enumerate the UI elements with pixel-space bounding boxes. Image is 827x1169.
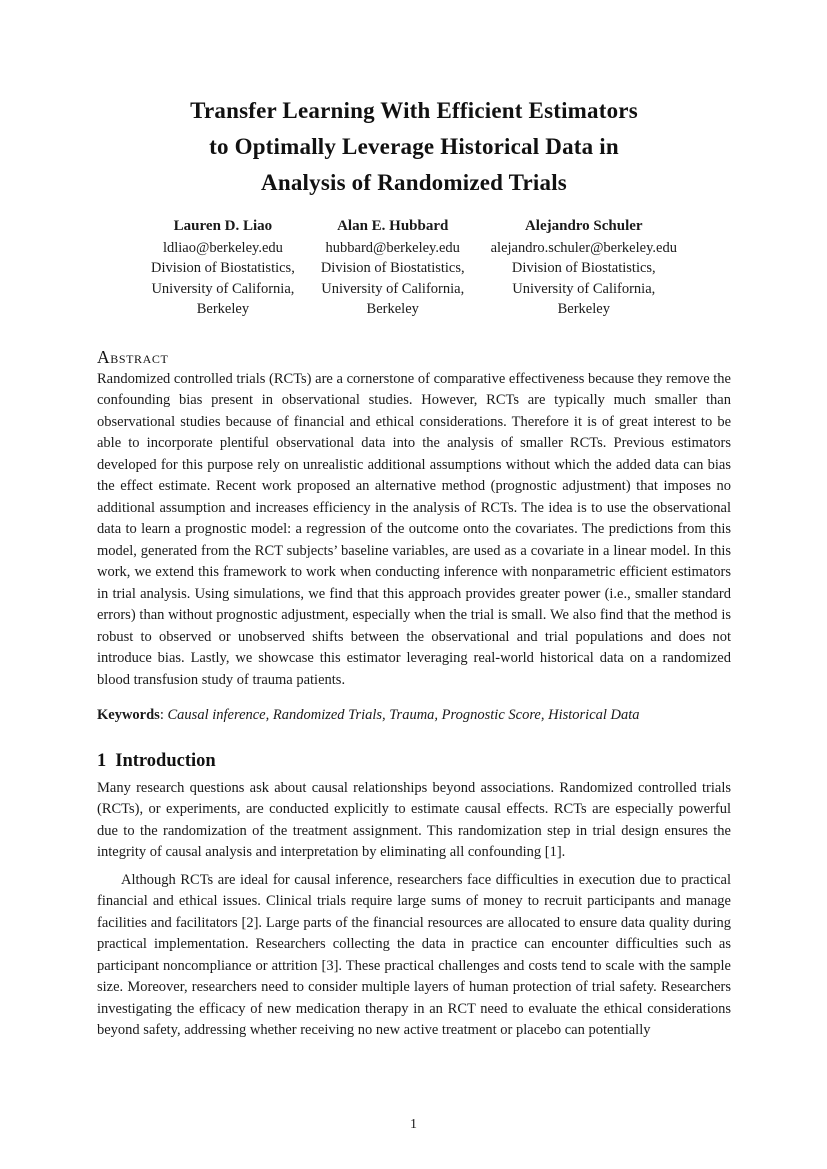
keywords-separator: : (159, 707, 168, 723)
author-affiliation-line: University of California, (151, 280, 295, 297)
section-number: 1 (97, 750, 107, 771)
section-title: Introduction (115, 750, 216, 771)
author-affiliation-line: Berkeley (196, 301, 250, 317)
author-affiliation-line: Division of Biostatistics, (151, 260, 295, 276)
paper-title-line: Analysis of Randomized Trials (261, 170, 567, 195)
abstract-heading: Abstract (97, 346, 169, 367)
paper-content (97, 0, 731, 1042)
author-name: Lauren D. Liao (173, 218, 273, 234)
author-column (151, 216, 295, 320)
page-number: 1 (410, 1117, 417, 1132)
author-name: Alan E. Hubbard (337, 218, 449, 234)
author-affiliation-line: Berkeley (557, 301, 610, 317)
author-column (321, 216, 465, 320)
abstract-section (97, 346, 731, 692)
paper-title-line: to Optimally Leverage Historical Data in (209, 134, 619, 159)
intro-paragraph-1: Many research questions ask about causal relationships beyond associations. Randomized controlled trials (RCTs), or experiments, are conducted explicitly to estimate causal effects. RCTs are especially powerful due to the randomization of the treatment assignment. This randomization step in trial design ensures the integrity of causal analysis and interpretation by eliminating all confounding [1]. (97, 779, 731, 860)
author-email: ldliao@berkeley.edu (162, 239, 283, 256)
paper-title-line: Transfer Learning With Efficient Estimators (190, 98, 638, 123)
author-email: alejandro.schuler@berkeley.edu (490, 239, 677, 256)
keywords-label: Keywords (97, 707, 160, 723)
author-affiliation-line: Berkeley (366, 301, 419, 317)
author-email: hubbard@berkeley.edu (325, 239, 460, 256)
intro-paragraph-2: Although RCTs are ideal for causal inference, researchers face difficulties in execution due to practical financial and ethical issues. Clinical trials require large sums of money to recruit participants and manage facilities and facilitators [2]. Large parts of the financial resources are allocated to ensure data quality during practical implementation. Researchers collecting the data in practice can encounter difficulties such as participant noncompliance or attrition [3]. These practical challenges and costs tend to scale with the sample size. Moreover, researchers need to consider multiple layers of human protection of trial safety. Researchers investigating the efficacy of new medication therapy in an RCT need to evaluate the ethical considerations beyond safety, addressing whether receiving no new active treatment or placebo can potentially (97, 871, 731, 1038)
author-affiliation-line: University of California, (321, 280, 465, 297)
abstract-text: Randomized controlled trials (RCTs) are a cornerstone of comparative effectiveness because they remove the confounding bias present in observational studies. However, RCTs are typically much smaller than observational studies because of financial and ethical considerations. Therefore it is of great interest to be able to incorporate plentiful observational data into the analysis of smaller RCTs. Previous estimators developed for this purpose rely on unrealistic additional assumptions without which the added data can bias the effect estimate. Recent work proposed an alternative method (prognostic adjustment) that imposes no additional assumption and increases efficiency in the analysis of RCTs. The idea is to use the observational data to learn a prognostic model: a regression of the outcome onto the covariates. The predictions from this model, generated from the RCT subjects’ baseline variables, are used as a covariate in a linear model. In this work, we extend this framework to work when conducting inference with nonparametric efficient estimators in trial analysis. Using simulations, we find that this approach provides greater power (i.e., smaller standard errors) than without prognostic adjustment, especially when the trial is small. We also find that the method is robust to observed or unobserved shifts between the observational and trial populations and does not introduce bias. Lastly, we showcase this estimator leveraging real-world historical data on a randomized blood transfusion study of trauma patients. (97, 370, 731, 688)
author-affiliation-line: Division of Biostatistics, (511, 260, 656, 276)
paper-title (97, 93, 731, 201)
keywords-list: Causal inference, Randomized Trials, Trauma, Prognostic Score, Historical Data (167, 707, 640, 723)
author-affiliation-line: Division of Biostatistics, (320, 260, 465, 276)
author-affiliation-line: University of California, (512, 280, 656, 297)
section-heading-introduction (97, 751, 731, 772)
keywords-line (97, 705, 731, 727)
author-column (491, 216, 677, 320)
authors-block (97, 216, 731, 320)
author-name: Alejandro Schuler (524, 218, 643, 234)
